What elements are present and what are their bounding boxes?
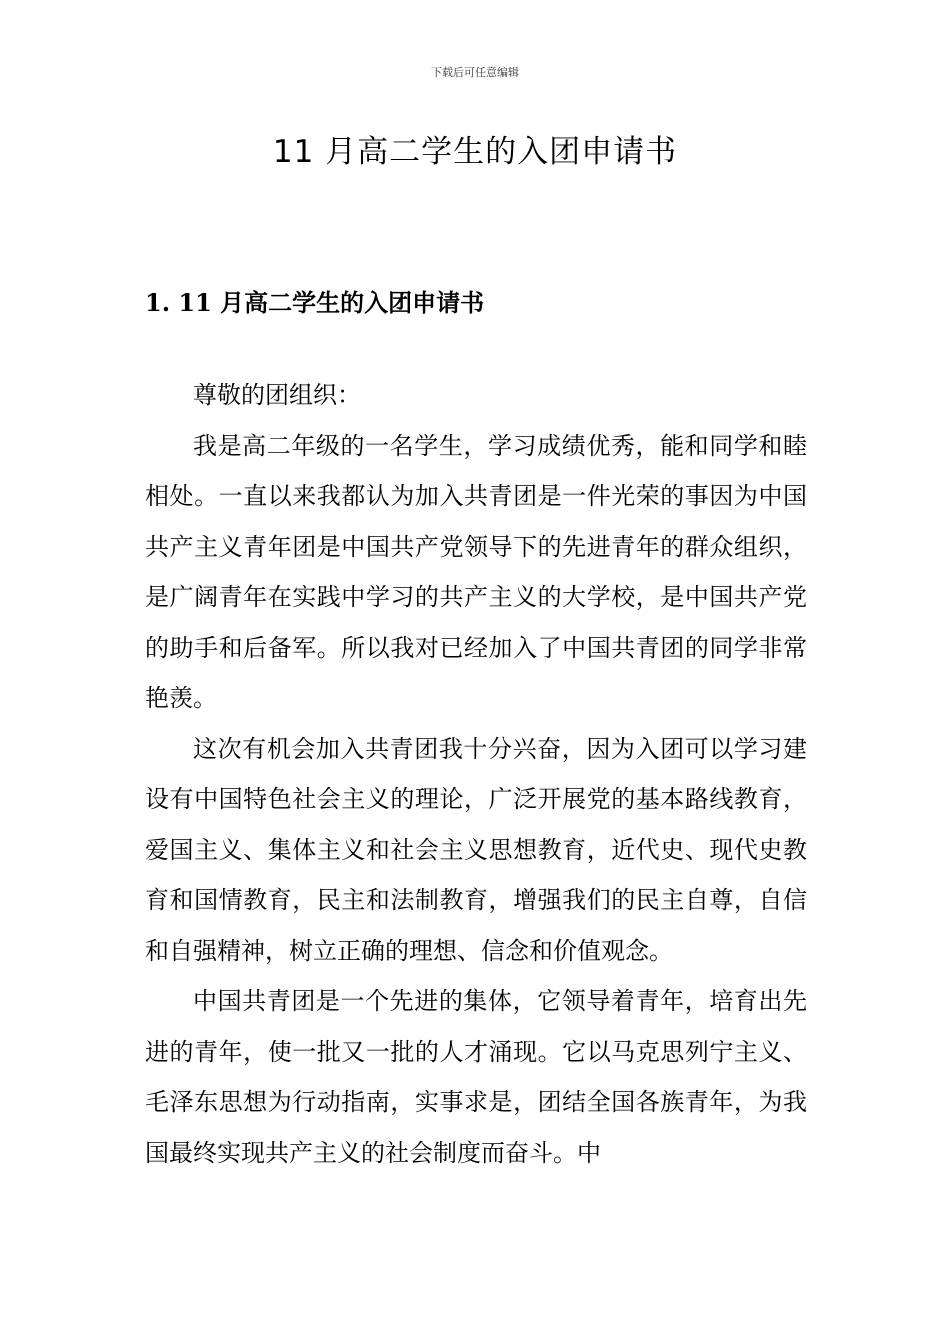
section-heading: 1. 11 月高二学生的入团申请书 [145, 288, 485, 317]
paragraph: 我是高二年级的一名学生，学习成绩优秀，能和同学和睦相处。一直以来我都认为加入共青团是一件光荣的事因为中国共产主义青年团是中国共产党领导下的先进青年的群众组织，是广阔青年在实践中学习的共产主义的大学校，是中国共产党的助手和后备军。所以我对已经加入了中国共青团的同学非常艳羡。 [145, 431, 807, 712]
header-note: 下载后可任意编辑 [431, 66, 519, 79]
paragraph: 这次有机会加入共青团我十分兴奋，因为入团可以学习建设有中国特色社会主义的理论，广泛开展党的基本路线教育，爱国主义、集体主义和社会主义思想教育，近代史、现代史教育和国情教育，民主和法制教育，增强我们的民主自尊，自信和自强精神，树立正确的理想、信念和价值观念。 [145, 734, 807, 965]
paragraph: 中国共青团是一个先进的集体，它领导着青年，培育出先进的青年，使一批又一批的人才涌现。它以马克思列宁主义、毛泽东思想为行动指南，实事求是，团结全国各族青年，为我国最终实现共产主义的社会制度而奋斗。中 [145, 987, 807, 1167]
document-title: 11 月高二学生的入团申请书 [272, 134, 678, 170]
salutation: 尊敬的团组织： [193, 381, 361, 409]
document-body [145, 370, 807, 1178]
